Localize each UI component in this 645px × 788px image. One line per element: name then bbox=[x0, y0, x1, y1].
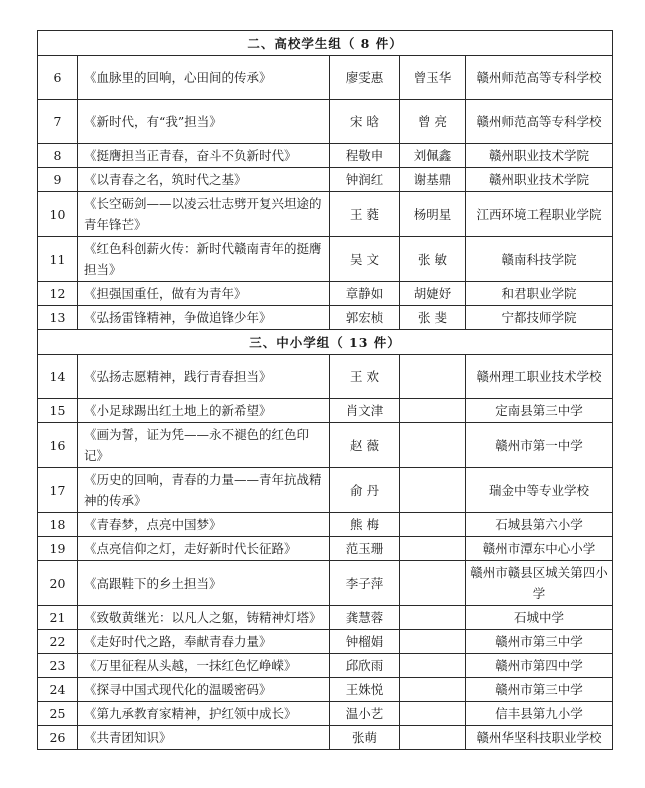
entry-title: 《挺膺担当正青春，奋斗不负新时代》 bbox=[78, 144, 330, 168]
entry-title: 《第九承教育家精神，护红领中成长》 bbox=[78, 702, 330, 726]
entry-author: 肖文津 bbox=[330, 399, 400, 423]
entry-author: 温小艺 bbox=[330, 702, 400, 726]
entry-advisor bbox=[400, 399, 466, 423]
entry-advisor: 张 斐 bbox=[400, 306, 466, 330]
entry-school: 信丰县第九小学 bbox=[466, 702, 613, 726]
entry-number: 23 bbox=[38, 654, 78, 678]
entry-advisor: 杨明星 bbox=[400, 192, 466, 237]
table-row bbox=[38, 654, 613, 678]
section-heading-row bbox=[38, 31, 613, 56]
entry-number: 14 bbox=[38, 355, 78, 399]
table-row bbox=[38, 702, 613, 726]
entry-number: 20 bbox=[38, 561, 78, 606]
entry-school: 江西环境工程职业学院 bbox=[466, 192, 613, 237]
section-heading-row bbox=[38, 330, 613, 355]
entry-title: 《画为誓，证为凭——永不褪色的红色印记》 bbox=[78, 423, 330, 468]
entry-advisor bbox=[400, 678, 466, 702]
entry-advisor: 张 敏 bbox=[400, 237, 466, 282]
entry-author: 郭宏桢 bbox=[330, 306, 400, 330]
table-row bbox=[38, 56, 613, 100]
entry-title: 《小足球踢出红土地上的新希望》 bbox=[78, 399, 330, 423]
entry-author: 王 欢 bbox=[330, 355, 400, 399]
entry-school: 赣州市第一中学 bbox=[466, 423, 613, 468]
entry-title: 《以青春之名，筑时代之基》 bbox=[78, 168, 330, 192]
entry-title: 《探寻中国式现代化的温暖密码》 bbox=[78, 678, 330, 702]
entry-number: 6 bbox=[38, 56, 78, 100]
entry-author: 范玉珊 bbox=[330, 537, 400, 561]
entry-number: 15 bbox=[38, 399, 78, 423]
entry-advisor bbox=[400, 630, 466, 654]
table-row bbox=[38, 355, 613, 399]
entry-number: 17 bbox=[38, 468, 78, 513]
entry-school: 赣州市潭东中心小学 bbox=[466, 537, 613, 561]
table-row bbox=[38, 399, 613, 423]
entry-school: 赣州理工职业技术学校 bbox=[466, 355, 613, 399]
entry-title: 《血脉里的回响，心田间的传承》 bbox=[78, 56, 330, 100]
entry-number: 25 bbox=[38, 702, 78, 726]
entry-school: 赣州市第四中学 bbox=[466, 654, 613, 678]
section-heading: 二、高校学生组（ 8 件） bbox=[38, 31, 613, 56]
entry-number: 22 bbox=[38, 630, 78, 654]
entry-title: 《点亮信仰之灯，走好新时代长征路》 bbox=[78, 537, 330, 561]
entry-title: 《走好时代之路，奉献青春力量》 bbox=[78, 630, 330, 654]
entry-title: 《担强国重任，做有为青年》 bbox=[78, 282, 330, 306]
entry-number: 16 bbox=[38, 423, 78, 468]
table-row bbox=[38, 237, 613, 282]
entry-title: 《长空砺剑——以凌云壮志劈开复兴坦途的青年锋芒》 bbox=[78, 192, 330, 237]
entry-author: 王姝悦 bbox=[330, 678, 400, 702]
entry-school: 定南县第三中学 bbox=[466, 399, 613, 423]
entry-number: 8 bbox=[38, 144, 78, 168]
entry-number: 10 bbox=[38, 192, 78, 237]
entry-number: 12 bbox=[38, 282, 78, 306]
table-body bbox=[38, 31, 613, 750]
entry-title: 《青春梦，点亮中国梦》 bbox=[78, 513, 330, 537]
entry-author: 吴 文 bbox=[330, 237, 400, 282]
table-row bbox=[38, 168, 613, 192]
entry-number: 21 bbox=[38, 606, 78, 630]
entry-author: 钟榴娟 bbox=[330, 630, 400, 654]
entry-advisor: 胡婕妤 bbox=[400, 282, 466, 306]
entry-author: 龚慧蓉 bbox=[330, 606, 400, 630]
entry-school: 赣州职业技术学院 bbox=[466, 168, 613, 192]
entry-advisor bbox=[400, 726, 466, 750]
entry-title: 《高跟鞋下的乡土担当》 bbox=[78, 561, 330, 606]
entry-advisor bbox=[400, 423, 466, 468]
entry-school: 石城县第六小学 bbox=[466, 513, 613, 537]
entry-title: 《弘扬志愿精神，践行青春担当》 bbox=[78, 355, 330, 399]
entry-advisor bbox=[400, 468, 466, 513]
entry-school: 宁都技师学院 bbox=[466, 306, 613, 330]
table-row bbox=[38, 282, 613, 306]
table-row bbox=[38, 468, 613, 513]
entry-number: 7 bbox=[38, 100, 78, 144]
table-row bbox=[38, 144, 613, 168]
entry-school: 赣州市第三中学 bbox=[466, 630, 613, 654]
entry-school: 瑞金中等专业学校 bbox=[466, 468, 613, 513]
entry-school: 赣州市赣县区城关第四小学 bbox=[466, 561, 613, 606]
section-heading: 三、中小学组（ 13 件） bbox=[38, 330, 613, 355]
entry-title: 《弘扬雷锋精神，争做追锋少年》 bbox=[78, 306, 330, 330]
entry-title: 《共青团知识》 bbox=[78, 726, 330, 750]
entry-author: 钟润红 bbox=[330, 168, 400, 192]
entry-title: 《红色科创薪火传：新时代赣南青年的挺膺担当》 bbox=[78, 237, 330, 282]
entry-author: 程敬申 bbox=[330, 144, 400, 168]
entry-school: 赣州师范高等专科学校 bbox=[466, 100, 613, 144]
entry-author: 章静如 bbox=[330, 282, 400, 306]
award-list-table bbox=[37, 30, 613, 750]
entry-advisor: 刘佩鑫 bbox=[400, 144, 466, 168]
table-row bbox=[38, 513, 613, 537]
entry-number: 9 bbox=[38, 168, 78, 192]
table-row bbox=[38, 678, 613, 702]
entry-title: 《历史的回响，青春的力量——青年抗战精神的传承》 bbox=[78, 468, 330, 513]
table-row bbox=[38, 630, 613, 654]
entry-number: 24 bbox=[38, 678, 78, 702]
entry-advisor bbox=[400, 702, 466, 726]
table-row bbox=[38, 192, 613, 237]
entry-advisor bbox=[400, 606, 466, 630]
entry-school: 赣南科技学院 bbox=[466, 237, 613, 282]
entry-author: 王 蕤 bbox=[330, 192, 400, 237]
entry-author: 李子萍 bbox=[330, 561, 400, 606]
entry-author: 熊 梅 bbox=[330, 513, 400, 537]
entry-school: 赣州市第三中学 bbox=[466, 678, 613, 702]
entry-advisor bbox=[400, 537, 466, 561]
entry-author: 廖雯惠 bbox=[330, 56, 400, 100]
table-row bbox=[38, 726, 613, 750]
entry-school: 赣州华坚科技职业学校 bbox=[466, 726, 613, 750]
entry-school: 赣州职业技术学院 bbox=[466, 144, 613, 168]
entry-advisor: 曾 亮 bbox=[400, 100, 466, 144]
table-row bbox=[38, 100, 613, 144]
entry-number: 26 bbox=[38, 726, 78, 750]
entry-author: 宋 晗 bbox=[330, 100, 400, 144]
entry-advisor bbox=[400, 561, 466, 606]
entry-number: 13 bbox=[38, 306, 78, 330]
entry-advisor bbox=[400, 654, 466, 678]
table-row bbox=[38, 423, 613, 468]
table-row bbox=[38, 561, 613, 606]
entry-title: 《万里征程从头越，一抹红色忆峥嵘》 bbox=[78, 654, 330, 678]
entry-advisor bbox=[400, 513, 466, 537]
entry-number: 19 bbox=[38, 537, 78, 561]
table-row bbox=[38, 306, 613, 330]
table-row bbox=[38, 606, 613, 630]
entry-number: 18 bbox=[38, 513, 78, 537]
entry-author: 邱欣雨 bbox=[330, 654, 400, 678]
entry-school: 石城中学 bbox=[466, 606, 613, 630]
entry-school: 和君职业学院 bbox=[466, 282, 613, 306]
entry-author: 张萌 bbox=[330, 726, 400, 750]
entry-author: 俞 丹 bbox=[330, 468, 400, 513]
entry-author: 赵 薇 bbox=[330, 423, 400, 468]
entry-advisor bbox=[400, 355, 466, 399]
entry-school: 赣州师范高等专科学校 bbox=[466, 56, 613, 100]
entry-advisor: 谢基鼎 bbox=[400, 168, 466, 192]
entry-number: 11 bbox=[38, 237, 78, 282]
entry-title: 《新时代，有“我”担当》 bbox=[78, 100, 330, 144]
entry-title: 《致敬黄继光：以凡人之躯，铸精神灯塔》 bbox=[78, 606, 330, 630]
entry-advisor: 曾玉华 bbox=[400, 56, 466, 100]
table-row bbox=[38, 537, 613, 561]
